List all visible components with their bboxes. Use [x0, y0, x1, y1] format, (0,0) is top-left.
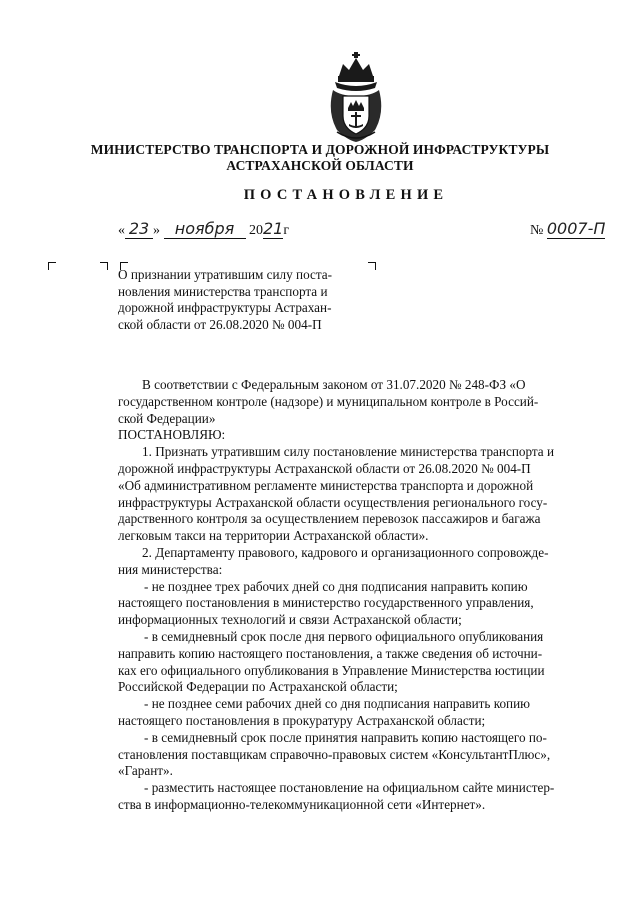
- document-type-title: ПОСТАНОВЛЕНИЕ: [243, 187, 449, 203]
- subitem-line: - разместить настоящее постановление на официальном сайте министер-: [144, 780, 555, 796]
- subitem-line: становления поставщикам справочно-правовых систем «КонсультантПлюс»,: [118, 746, 551, 762]
- date-open-quote: «: [118, 223, 125, 238]
- date-day-handwritten: 23: [125, 219, 153, 239]
- subitem-line: ства в информационно-телекоммуникационной сети «Интернет».: [118, 796, 486, 812]
- item1-line: инфраструктуры Астраханской области осуществления регионального госу-: [118, 494, 548, 510]
- date-year-unit: г: [283, 223, 290, 238]
- subitem-line: - в семидневный срок после принятия направить копию настоящего по-: [144, 729, 547, 745]
- item2-line: ния министерства:: [118, 561, 223, 577]
- number-value-handwritten: 0007-П: [546, 219, 606, 238]
- subitem-line: ках его официального опубликования в Управление Министерства юстиции: [118, 662, 545, 678]
- subject-line: новления министерства транспорта и: [118, 283, 328, 299]
- corner-mark-right: [100, 262, 108, 270]
- date-year-prefix: 20: [249, 223, 263, 238]
- subitem-line: направить копию настоящего постановления, а также сведения об источни-: [118, 645, 543, 661]
- subject-line: ской области от 26.08.2020 № 004-П: [118, 316, 322, 332]
- subitem-line: - не позднее семи рабочих дней со дня подписания направить копию: [144, 696, 531, 712]
- subject-line: дорожной инфраструктуры Астрахан-: [118, 300, 332, 315]
- document-body: [118, 377, 620, 814]
- item1-line: дарственного контроля за осуществлением перевозок пассажиров и багажа: [118, 511, 541, 527]
- preamble-line: государственном контроле (надзоре) и муниципальном контроле в Россий-: [118, 393, 539, 409]
- subitem-line: информационных технологий и связи Астраханской области;: [118, 612, 462, 628]
- document-date: [118, 219, 289, 239]
- preamble-line: В соответствии с Федеральным законом от 31.07.2020 № 248-ФЗ «О: [142, 377, 526, 392]
- document-subject: [118, 267, 375, 333]
- subject-line: О признании утратившим силу поста-: [118, 267, 333, 282]
- ministry-name-line2: АСТРАХАНСКОЙ ОБЛАСТИ: [226, 158, 414, 173]
- subitem-line: настоящего постановления в министерство государственного управления,: [118, 595, 534, 611]
- date-month-handwritten: ноября: [164, 219, 246, 239]
- corner-mark-left: [48, 262, 56, 270]
- item1-line: дорожной инфраструктуры Астраханской области от 26.08.2020 № 004-П: [118, 460, 531, 476]
- number-sign: №: [530, 223, 544, 238]
- coat-of-arms-emblem: [323, 52, 389, 142]
- document-number: [530, 219, 605, 239]
- item1-line: легковым такси на территории Астраханской области».: [118, 528, 429, 544]
- date-year-handwritten: 21: [263, 219, 284, 238]
- ministry-header: [0, 142, 640, 174]
- subitem-line: - в семидневный срок после дня первого официального опубликования: [144, 628, 544, 644]
- subitem-line: «Гарант».: [118, 763, 173, 779]
- item2-line: 2. Департаменту правового, кадрового и организационного сопровожде-: [142, 544, 549, 560]
- subitem-line: настоящего постановления в прокуратуру Астраханской области;: [118, 712, 486, 728]
- subitem-line: Российской Федерации по Астраханской области;: [118, 679, 398, 695]
- ministry-name-line1: МИНИСТЕРСТВО ТРАНСПОРТА И ДОРОЖНОЙ ИНФРАСТРУКТУРЫ: [90, 142, 550, 157]
- item1-line: 1. Признать утратившим силу постановление министерства транспорта и: [142, 444, 555, 460]
- preamble-line: ской Федерации»: [118, 410, 216, 426]
- date-close-quote: »: [153, 223, 160, 238]
- subitem-line: - не позднее трех рабочих дней со дня подписания направить копию: [144, 578, 528, 594]
- resolve-heading: ПОСТАНОВЛЯЮ:: [118, 427, 226, 443]
- item1-line: «Об административном регламенте министерства транспорта и дорожной: [118, 477, 534, 493]
